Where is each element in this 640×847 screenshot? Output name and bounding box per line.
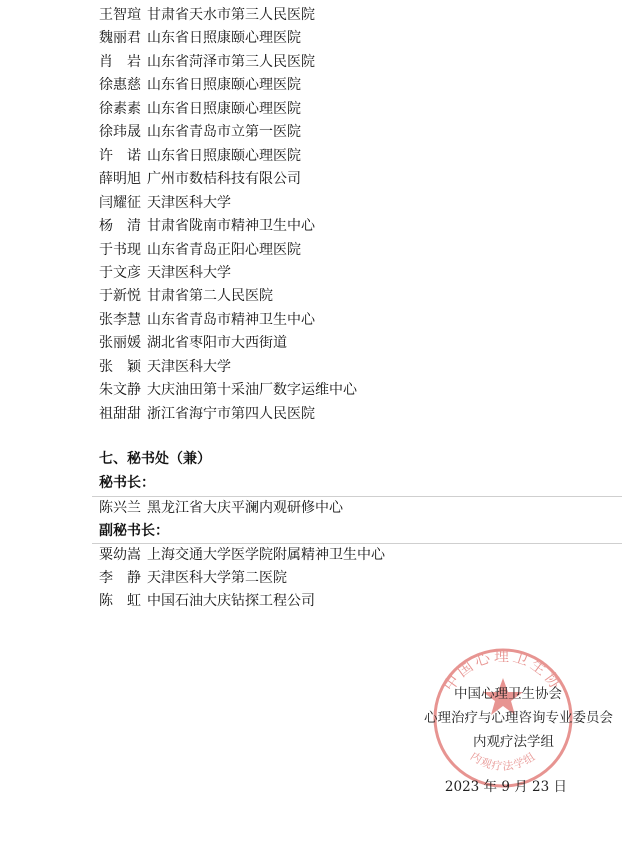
member-org: 山东省青岛市精神卫生中心 (147, 311, 315, 328)
member-org: 山东省菏泽市第三人民医院 (147, 53, 315, 70)
member-name: 闫耀征 (99, 194, 141, 211)
member-row (99, 4, 315, 26)
member-org: 甘肃省天水市第三人民医院 (147, 7, 315, 23)
member-org: 大庆油田第十采油厂数字运维中心 (147, 382, 357, 399)
member-org: 上海交通大学医学院附属精神卫生中心 (147, 547, 385, 563)
seal-top-text: 中国心理卫生协 (440, 647, 566, 695)
signature-group: 内观疗法学组 (473, 734, 554, 750)
member-row (99, 309, 315, 331)
member-org: 天津医科大学第二医院 (147, 570, 287, 586)
member-name: 朱文静 (99, 382, 141, 399)
member-name: 于文彦 (99, 264, 141, 281)
member-name: 张 颖 (99, 358, 141, 375)
svg-text:内观疗法学组 (468, 749, 538, 773)
member-row (99, 262, 231, 284)
member-org: 天津医科大学 (147, 264, 231, 281)
member-org: 浙江省海宁市第四人民医院 (147, 405, 315, 422)
member-row (99, 239, 301, 261)
member-org: 山东省青岛正阳心理医院 (147, 241, 301, 258)
member-org: 黑龙江省大庆平澜内观研修中心 (147, 500, 343, 516)
secretary-general-row (99, 497, 343, 519)
member-org: 天津医科大学 (147, 194, 231, 211)
member-org: 山东省青岛市立第一医院 (147, 124, 301, 141)
member-name: 张李慧 (99, 311, 141, 328)
member-org: 山东省日照康颐心理医院 (147, 147, 301, 164)
member-row (99, 74, 301, 96)
member-row (99, 145, 301, 167)
member-org: 山东省日照康颐心理医院 (147, 100, 301, 117)
member-org: 广州市数桔科技有限公司 (147, 171, 301, 188)
section-title-secretariat: 七、秘书处（兼） (99, 451, 211, 467)
deputy-secretary-label: 副秘书长： (99, 523, 169, 539)
member-name: 张丽媛 (99, 335, 141, 352)
member-name: 粟幼嵩 (99, 547, 141, 563)
signature-date: 2023 年 9 月 23 日 (444, 779, 567, 795)
member-row (99, 98, 301, 120)
member-row (99, 27, 301, 49)
member-row (99, 168, 301, 190)
member-name: 祖甜甜 (99, 405, 141, 422)
member-org: 甘肃省第二人民医院 (147, 288, 273, 305)
member-row (99, 356, 231, 378)
member-name: 杨 清 (99, 218, 141, 235)
member-name: 于书现 (99, 241, 141, 258)
member-row (99, 121, 301, 143)
member-row (99, 192, 231, 214)
deputy-row (99, 544, 385, 566)
member-row (99, 285, 273, 307)
deputy-row (99, 567, 287, 589)
member-name: 徐玮晟 (99, 124, 141, 141)
member-name: 李 静 (99, 570, 141, 586)
member-row (99, 403, 315, 425)
member-org: 山东省日照康颐心理医院 (147, 77, 301, 94)
seal-bottom-text: 内观疗法学组 (467, 749, 539, 774)
member-name: 徐惠慈 (99, 77, 141, 94)
member-org: 天津医科大学 (147, 358, 231, 375)
member-name: 陈 虹 (99, 593, 141, 609)
member-row (99, 215, 315, 237)
secretary-general-label: 秘书长： (99, 475, 155, 491)
member-row (99, 51, 315, 73)
member-name: 肖 岩 (99, 53, 141, 70)
member-name: 徐素素 (99, 100, 141, 117)
member-name: 于新悦 (99, 288, 141, 305)
member-name: 陈兴兰 (99, 500, 141, 516)
member-org: 山东省日照康颐心理医院 (147, 30, 301, 47)
member-org: 中国石油大庆钻探工程公司 (147, 593, 315, 609)
member-org: 甘肃省陇南市精神卫生中心 (147, 218, 315, 235)
member-name: 许 诺 (99, 147, 141, 164)
member-name: 薛明旭 (99, 171, 141, 188)
member-org: 湖北省枣阳市大西街道 (147, 335, 287, 352)
signature-org: 中国心理卫生协会 (454, 686, 562, 702)
deputy-row (99, 590, 315, 612)
signature-committee: 心理治疗与心理咨询专业委员会 (424, 710, 613, 726)
member-name: 王智瑄 (99, 7, 141, 23)
member-name: 魏丽君 (99, 30, 141, 47)
member-row (99, 332, 287, 354)
member-row (99, 379, 357, 401)
